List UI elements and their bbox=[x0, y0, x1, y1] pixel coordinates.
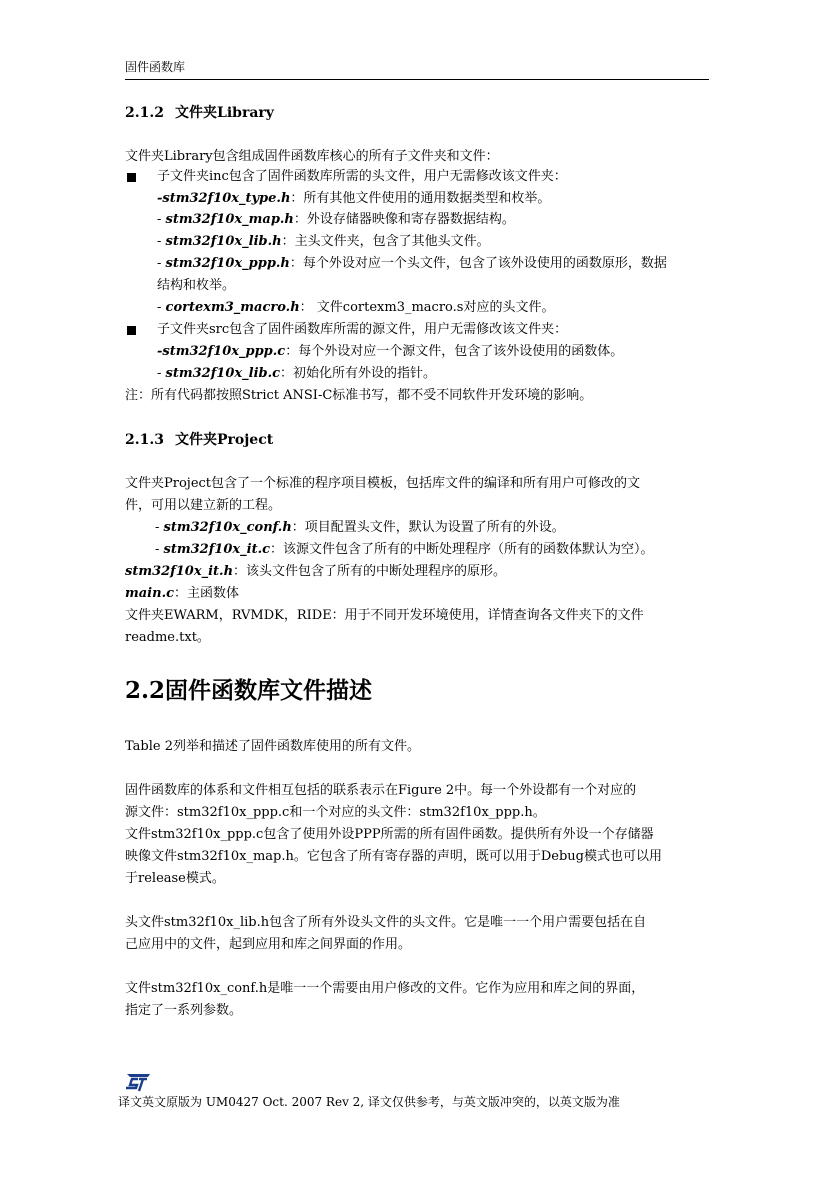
dash: - bbox=[155, 520, 164, 535]
file-desc: ：所有其他文件使用的通用数据类型和枚举。 bbox=[290, 191, 551, 206]
note: 注：所有代码都按照Strict ANSI-C标准书写，都不受不同软件开发环境的影响。 bbox=[125, 388, 593, 403]
file-name: stm32f10x_lib.h bbox=[165, 234, 282, 249]
bullet-square-icon bbox=[127, 326, 136, 335]
section-heading-2-1-3 bbox=[125, 430, 273, 450]
bullet-square-icon bbox=[127, 173, 136, 182]
list-item bbox=[125, 562, 506, 582]
list-item bbox=[157, 342, 623, 362]
dash: - bbox=[157, 234, 166, 249]
file-name: stm32f10x_it.c bbox=[163, 542, 271, 557]
st-logo-icon bbox=[124, 1074, 150, 1092]
list-item-continued: 结构和枚举。 bbox=[157, 278, 236, 293]
list-item: 子文件夹inc包含了固件函数库所需的头文件，用户无需修改该文件夹： bbox=[157, 169, 567, 184]
paragraph: 己应用中的文件，起到应用和库之间界面的作用。 bbox=[125, 937, 412, 952]
list-item bbox=[125, 584, 239, 604]
dash: - bbox=[157, 212, 166, 227]
file-desc: ： 文件cortexm3_macro.s对应的头文件。 bbox=[299, 300, 555, 315]
footer-note: 译文英文原版为 UM0427 Oct. 2007 Rev 2, 译文仅供参考，与英文版冲突的，以英文版为准 bbox=[118, 1095, 620, 1109]
paragraph: 映像文件stm32f10x_map.h。它包含了所有寄存器的声明，既可以用于Debug模式也可以用 bbox=[125, 849, 662, 864]
file-name: stm32f10x_ppp.h bbox=[165, 256, 290, 271]
section-number: 2.1.3 bbox=[125, 432, 164, 448]
file-desc: ：该头文件包含了所有的中断处理程序的原形。 bbox=[233, 564, 507, 579]
file-desc: ：主函数体 bbox=[174, 586, 240, 601]
file-desc: ：主头文件夹，包含了其他头文件。 bbox=[281, 234, 490, 249]
list-item bbox=[155, 540, 654, 560]
section-number: 2.1.2 bbox=[125, 105, 164, 121]
file-desc: ：每个外设对应一个头文件，包含了该外设使用的函数原形，数据 bbox=[289, 256, 667, 271]
paragraph: 于release模式。 bbox=[125, 871, 225, 886]
section-title: 文件夹Project bbox=[175, 432, 274, 448]
paragraph: 件，可用以建立新的工程。 bbox=[125, 498, 282, 513]
list-item bbox=[157, 364, 436, 384]
paragraph: 指定了一系列参数。 bbox=[125, 1003, 243, 1018]
file-name: -stm32f10x_ppp.c bbox=[157, 344, 286, 359]
file-name: stm32f10x_map.h bbox=[165, 212, 294, 227]
paragraph: 文件夹EWARM，RVMDK，RIDE：用于不同开发环境使用，详情查询各文件夹下的文件 bbox=[125, 608, 644, 623]
file-name: main.c bbox=[125, 586, 175, 601]
running-header: 固件函数库 bbox=[125, 60, 186, 74]
file-name: -stm32f10x_type.h bbox=[157, 191, 291, 206]
paragraph: 头文件stm32f10x_lib.h包含了所有外设头文件的头文件。它是唯一一个用户需要包括在自 bbox=[125, 915, 647, 930]
file-desc: ：项目配置头文件，默认为设置了所有的外设。 bbox=[291, 520, 565, 535]
list-item bbox=[157, 298, 554, 318]
file-name: cortexm3_macro.h bbox=[165, 300, 300, 315]
paragraph: readme.txt。 bbox=[125, 630, 210, 645]
dash: - bbox=[157, 256, 166, 271]
file-name: stm32f10x_it.h bbox=[125, 564, 234, 579]
list-item bbox=[155, 518, 565, 538]
section-heading-2-1-2 bbox=[125, 103, 274, 123]
file-name: stm32f10x_lib.c bbox=[165, 366, 281, 381]
dash: - bbox=[157, 300, 166, 315]
paragraph: 源文件：stm32f10x_ppp.c和一个对应的头文件：stm32f10x_ppp.h。 bbox=[125, 805, 546, 820]
file-desc: ：该源文件包含了所有的中断处理程序（所有的函数体默认为空）。 bbox=[270, 542, 654, 557]
dash: - bbox=[155, 542, 164, 557]
paragraph: 文件夹Project包含了一个标准的程序项目模板，包括库文件的编译和所有用户可修改的文 bbox=[125, 476, 641, 491]
paragraph: Table 2列举和描述了固件函数库使用的所有文件。 bbox=[125, 739, 420, 754]
list-item bbox=[157, 189, 550, 209]
paragraph: 文件stm32f10x_conf.h是唯一一个需要由用户修改的文件。它作为应用和库之间的界面， bbox=[125, 981, 645, 996]
section-heading-2-2: 2.2固件函数库文件描述 bbox=[125, 677, 373, 704]
header-divider bbox=[125, 79, 709, 80]
file-desc: ：初始化所有外设的指针。 bbox=[280, 366, 437, 381]
list-item: 子文件夹src包含了固件函数库所需的源文件，用户无需修改该文件夹： bbox=[157, 322, 568, 337]
list-item bbox=[157, 254, 667, 274]
dash: - bbox=[157, 366, 166, 381]
file-desc: ：每个外设对应一个源文件，包含了该外设使用的函数体。 bbox=[285, 344, 624, 359]
paragraph: 固件函数库的体系和文件相互包括的联系表示在Figure 2中。每一个外设都有一个对应的 bbox=[125, 783, 637, 798]
section-title: 文件夹Library bbox=[175, 105, 274, 121]
file-desc: ：外设存储器映像和寄存器数据结构。 bbox=[293, 212, 515, 227]
paragraph: 文件夹Library包含组成固件函数库核心的所有子文件夹和文件： bbox=[125, 149, 499, 164]
paragraph: 文件stm32f10x_ppp.c包含了使用外设PPP所需的所有固件函数。提供所有外设一个存储器 bbox=[125, 827, 654, 842]
list-item bbox=[157, 232, 490, 252]
file-name: stm32f10x_conf.h bbox=[163, 520, 292, 535]
list-item bbox=[157, 210, 515, 230]
